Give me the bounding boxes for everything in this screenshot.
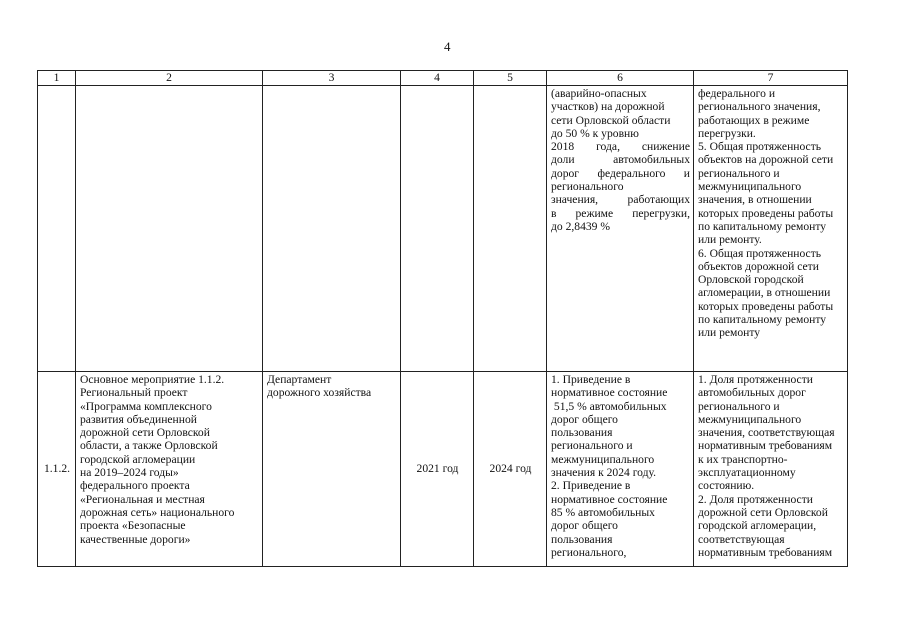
result-line: 85 % автомобильных [551, 505, 655, 519]
row-number-cell: 1.1.2. [38, 372, 76, 567]
cont-col7-line: работающих в режиме [698, 113, 810, 127]
cont-col6-line: дорог федерального и [551, 166, 690, 180]
expected-result-cell [547, 372, 694, 567]
cont-col6-line: регионального [551, 180, 624, 194]
activity-line: качественные дороги» [80, 532, 191, 546]
cont-col7-line: 6. Общая протяженность [698, 246, 822, 260]
indicator-line: дорожной сети Орловской [698, 505, 828, 519]
cont-col7-line: которых проведены работы [698, 299, 834, 313]
cont-col7-line: перегрузки. [698, 126, 756, 140]
indicator-line: состоянию. [698, 479, 755, 493]
cont-cell-6 [547, 86, 694, 372]
cont-col6-line: значения, работающих [551, 193, 690, 207]
indicator-line: 1. Доля протяженности [698, 373, 813, 386]
result-line: дорог общего [551, 412, 618, 426]
result-line: межмуниципального [551, 452, 655, 466]
activity-line: «Программа комплексного [80, 399, 212, 413]
header-cell-4: 4 [401, 71, 474, 86]
indicator-line: межмуниципального [698, 412, 802, 426]
result-line: регионального, [551, 545, 627, 559]
cont-col7-line: значения, в отношении [698, 193, 812, 207]
result-line: 2. Приведение в [551, 479, 631, 493]
header-cell-2: 2 [76, 71, 263, 86]
cont-col6-line: (аварийно-опасных [551, 87, 647, 100]
cont-col6-line: участков) на дорожной [551, 100, 665, 114]
activity-line: Основное мероприятие 1.1.2. [80, 373, 225, 386]
header-cell-6: 6 [547, 71, 694, 86]
cont-col7-line: федерального и [698, 87, 776, 100]
result-line: регионального и [551, 439, 633, 453]
indicator-line: нормативным требованиям [698, 439, 833, 453]
cont-col6-line: доли автомобильных [551, 153, 690, 167]
result-line: 51,5 % автомобильных [551, 399, 667, 413]
data-table [37, 70, 848, 567]
indicator-line: соответствующая [698, 532, 785, 546]
header-cell-1: 1 [38, 71, 76, 86]
cont-cell-3 [263, 86, 401, 372]
indicator-line: автомобильных дорог [698, 386, 806, 400]
indicator-line: значения, соответствующая [698, 426, 835, 440]
header-cell-3: 3 [263, 71, 401, 86]
cont-col6-line: 2018 года, снижение [551, 140, 690, 154]
indicator-line: городской агломерации, [698, 519, 817, 533]
result-line: дорог общего [551, 519, 618, 533]
end-year-cell: 2024 год [474, 372, 547, 567]
start-year-cell: 2021 год [401, 372, 474, 567]
activity-line: «Региональная и местная [80, 492, 205, 506]
activity-line: проекта «Безопасные [80, 519, 186, 533]
cont-col6-line: до 2,8439 % [551, 219, 611, 233]
result-line: значения к 2024 году. [551, 466, 657, 480]
activity-line: развития объединенной [80, 412, 197, 426]
cont-col7-line: объектов на дорожной сети [698, 153, 834, 167]
activity-line: области, а также Орловской [80, 439, 218, 453]
cont-col7-line: агломерации, в отношении [698, 286, 831, 300]
responsible-cell [263, 372, 401, 567]
cont-cell-2 [76, 86, 263, 372]
page-number: 4 [444, 39, 451, 54]
activity-line: городской агломерации [80, 452, 196, 466]
cont-col6-line: сети Орловской области [551, 113, 671, 127]
result-line: 1. Приведение в [551, 373, 631, 386]
result-line: пользования [551, 532, 613, 546]
table-row-continuation [38, 86, 848, 372]
cont-col7-line: межмуниципального [698, 180, 802, 194]
cont-col7-line: регионального значения, [698, 100, 821, 114]
cont-col6-line: в режиме перегрузки, [551, 206, 690, 220]
cont-col7-line: или ремонту. [698, 233, 762, 247]
activity-name-cell [76, 372, 263, 567]
result-line: нормативное состояние [551, 492, 668, 506]
activity-line: на 2019–2024 годы» [80, 466, 179, 480]
cont-col7-line: регионального и [698, 166, 780, 180]
responsible-line: дорожного хозяйства [267, 386, 372, 400]
result-line: нормативное состояние [551, 386, 668, 400]
indicator-line: эксплуатационному [698, 466, 796, 480]
activity-line: дорожной сети Орловской [80, 426, 210, 440]
cont-col7-line: объектов дорожной сети [698, 259, 819, 273]
cont-col7-line: или ремонту [698, 326, 761, 340]
result-line: пользования [551, 426, 613, 440]
responsible-line: Департамент [267, 373, 332, 386]
cont-cell-7 [694, 86, 848, 372]
cont-cell-5 [474, 86, 547, 372]
cont-cell-4 [401, 86, 474, 372]
indicator-cell [694, 372, 848, 567]
indicator-line: 2. Доля протяженности [698, 492, 813, 506]
indicator-line: нормативным требованиям [698, 545, 833, 559]
table-row-1-1-2 [38, 372, 848, 567]
cont-col7-line: Орловской городской [698, 273, 804, 287]
cont-col7-line: по капитальному ремонту [698, 219, 827, 233]
cont-col6-line: до 50 % к уровню [551, 126, 639, 140]
header-cell-5: 5 [474, 71, 547, 86]
activity-line: Региональный проект [80, 386, 188, 400]
cont-cell-1 [38, 86, 76, 372]
header-cell-7: 7 [694, 71, 848, 86]
indicator-line: регионального и [698, 399, 780, 413]
cont-col7-line: которых проведены работы [698, 206, 834, 220]
activity-line: федерального проекта [80, 479, 190, 493]
cont-col7-line: по капитальному ремонту [698, 313, 827, 327]
table-header-row [38, 71, 848, 86]
cont-col7-line: 5. Общая протяженность [698, 140, 822, 154]
indicator-line: к их транспортно- [698, 452, 788, 466]
activity-line: дорожная сеть» национального [80, 505, 235, 519]
